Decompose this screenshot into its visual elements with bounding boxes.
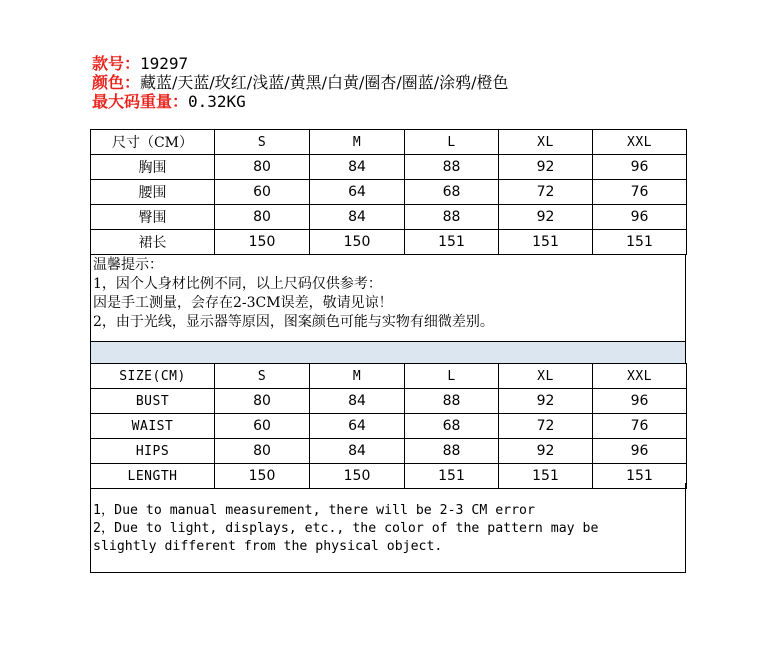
header-cell: XL xyxy=(499,130,593,155)
weight-value: 0.32KG xyxy=(188,92,246,111)
note-line: slightly different from the physical object. xyxy=(93,539,443,554)
table-cell: 92 xyxy=(499,439,593,464)
row-label: 胸围 xyxy=(91,155,215,180)
header-cell: XXL xyxy=(593,364,687,389)
note-line: 2，由于光线，显示器等原因，图案颜色可能与实物有细微差别。 xyxy=(93,314,494,330)
table-cell: 60 xyxy=(215,414,310,439)
table-cell: 80 xyxy=(215,439,310,464)
table-row xyxy=(91,230,687,255)
row-label: 裙长 xyxy=(91,230,215,255)
table-cell: 150 xyxy=(215,464,310,489)
header-cell: S xyxy=(215,130,310,155)
table-cell: 84 xyxy=(310,155,405,180)
table-cell: 80 xyxy=(215,205,310,230)
weight-label: 最大码重量： xyxy=(92,92,189,111)
note-line: 因是手工测量，会存在2-3CM误差，敬请见谅！ xyxy=(93,295,393,311)
table-cell: 92 xyxy=(499,389,593,414)
table-cell: 150 xyxy=(310,464,405,489)
table-cell: 84 xyxy=(310,389,405,414)
table-cell: 92 xyxy=(499,155,593,180)
table-cell: 92 xyxy=(499,205,593,230)
style-number-value: 19297 xyxy=(140,54,189,73)
table-cell: 64 xyxy=(310,180,405,205)
size-table-english xyxy=(90,363,687,489)
table-cell: 150 xyxy=(215,230,310,255)
table-cell: 88 xyxy=(405,155,499,180)
table-cell: 150 xyxy=(310,230,405,255)
table-row xyxy=(91,155,687,180)
table-cell: 64 xyxy=(310,414,405,439)
table-row xyxy=(91,389,687,414)
row-label: BUST xyxy=(91,389,215,414)
table-cell: 151 xyxy=(405,464,499,489)
table-cell: 88 xyxy=(405,439,499,464)
table-cell: 96 xyxy=(593,439,687,464)
table-cell: 84 xyxy=(310,205,405,230)
header-cell: M xyxy=(310,130,405,155)
style-number-line xyxy=(92,55,188,73)
row-label: 腰围 xyxy=(91,180,215,205)
table-row xyxy=(91,205,687,230)
header-cell: XXL xyxy=(593,130,687,155)
header-cell: S xyxy=(215,364,310,389)
colors-value: 藏蓝/天蓝/玫红/浅蓝/黄黑/白黄/圈杏/圈蓝/涂鸦/橙色 xyxy=(140,73,509,92)
table-cell: 80 xyxy=(215,155,310,180)
colors-line xyxy=(92,74,509,92)
table-cell: 96 xyxy=(593,205,687,230)
header-cell: 尺寸（CM） xyxy=(91,130,215,155)
table-row xyxy=(91,414,687,439)
table-cell: 76 xyxy=(593,414,687,439)
table-cell: 68 xyxy=(405,180,499,205)
table-cell: 96 xyxy=(593,155,687,180)
table-cell: 151 xyxy=(593,464,687,489)
table-row xyxy=(91,439,687,464)
table-cell: 68 xyxy=(405,414,499,439)
table-cell: 72 xyxy=(499,414,593,439)
table-cell: 151 xyxy=(593,230,687,255)
style-number-label: 款号： xyxy=(92,54,141,73)
row-label: LENGTH xyxy=(91,464,215,489)
table-cell: 88 xyxy=(405,389,499,414)
table-cell: 151 xyxy=(405,230,499,255)
row-label: HIPS xyxy=(91,439,215,464)
row-label: WAIST xyxy=(91,414,215,439)
notes-chinese xyxy=(90,254,686,342)
table-header-row xyxy=(91,364,687,389)
table-cell: 76 xyxy=(593,180,687,205)
table-cell: 96 xyxy=(593,389,687,414)
note-line: 1，因个人身材比例不同，以上尺码仅供参考： xyxy=(93,276,382,292)
header-cell: M xyxy=(310,364,405,389)
size-table-chinese xyxy=(90,129,687,255)
table-cell: 88 xyxy=(405,205,499,230)
table-cell: 60 xyxy=(215,180,310,205)
header-cell: XL xyxy=(499,364,593,389)
separator-band xyxy=(90,341,686,364)
table-cell: 84 xyxy=(310,439,405,464)
table-row xyxy=(91,180,687,205)
note-line: 温馨提示： xyxy=(93,257,163,273)
row-label: 臀围 xyxy=(91,205,215,230)
header-cell: L xyxy=(405,364,499,389)
header-cell: L xyxy=(405,130,499,155)
table-cell: 72 xyxy=(499,180,593,205)
colors-label: 颜色： xyxy=(92,73,141,92)
note-line: 2，Due to light, displays, etc., the color of the pattern may be xyxy=(93,521,599,536)
table-cell: 151 xyxy=(499,464,593,489)
notes-english xyxy=(90,483,686,573)
weight-line xyxy=(92,93,246,111)
table-header-row xyxy=(91,130,687,155)
table-cell: 151 xyxy=(499,230,593,255)
table-cell: 80 xyxy=(215,389,310,414)
note-line: 1，Due to manual measurement, there will be 2-3 CM error xyxy=(93,503,535,518)
header-cell: SIZE(CM) xyxy=(91,364,215,389)
